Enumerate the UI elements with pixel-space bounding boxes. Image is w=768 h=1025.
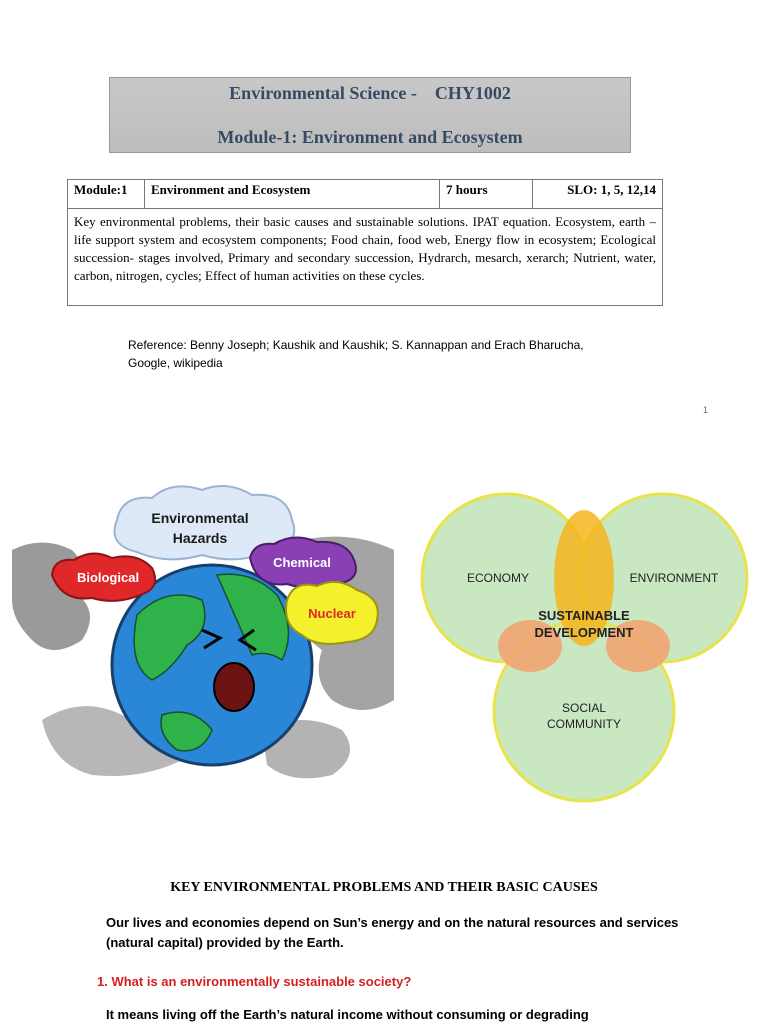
chemical-label: Chemical xyxy=(273,555,331,570)
course-title: Environmental Science - CHY1002 xyxy=(229,83,511,103)
venn-social-line2: COMMUNITY xyxy=(547,717,621,731)
module-hours: 7 hours xyxy=(440,180,533,209)
paragraph-natural-capital: Our lives and economies depend on Sun’s energy and on the natural resources and services (natural capital) provided by the Earth. xyxy=(106,915,679,950)
section-heading: KEY ENVIRONMENTAL PROBLEMS AND THEIR BASIC CAUSES xyxy=(170,880,598,895)
module-name: Environment and Ecosystem xyxy=(145,180,440,209)
page-number: 1 xyxy=(703,405,709,415)
module-number: Module:1 xyxy=(68,180,145,209)
module-title: Module-1: Environment and Ecosystem xyxy=(217,127,523,147)
venn-social-line1: SOCIAL xyxy=(561,701,607,715)
hazards-illustration xyxy=(12,480,394,790)
venn-environment-label: ENVIRONMENT xyxy=(629,571,719,585)
question-sustainable-society: 1. What is an environmentally sustainable society? xyxy=(97,974,412,989)
module-table xyxy=(67,179,663,306)
earth-mouth xyxy=(214,663,254,711)
biological-label: Biological xyxy=(76,570,140,585)
venn-economy-label: ECONOMY xyxy=(466,571,530,585)
reference-text: Reference: Benny Joseph; Kaushik and Kaushik; S. Kannappan and Erach Bharucha, Google, wikipedia xyxy=(128,338,584,370)
venn-center-line2: DEVELOPMENT xyxy=(534,625,634,640)
module-description: Key environmental problems, their basic causes and sustainable solutions. IPAT equation. Ecosystem, earth – life support system and ecosystem components; Food chain, food web, Energy flow in ecosystem; Ecological succession- stages involved, Primary and secondary succession, Hydrarch, mesarch, xerarch; Nutrient, water, carbon, nitrogen, cycles; Effect of human activities on these cycles. xyxy=(68,209,663,306)
paragraph-natural-income: It means living off the Earth’s natural income without consuming or degrading xyxy=(106,1007,589,1022)
venn-center-line1: SUSTAINABLE xyxy=(538,608,630,623)
module-table-header-row xyxy=(68,180,663,209)
title-banner xyxy=(109,77,631,153)
nuclear-label: Nuclear xyxy=(308,606,356,621)
hazards-cloud-line1: Environmental xyxy=(151,510,249,526)
sustainable-development-venn xyxy=(418,478,754,804)
module-table-desc-row xyxy=(68,209,663,306)
module-slo: SLO: 1, 5, 12,14 xyxy=(533,180,663,209)
hazards-cloud-line2: Hazards xyxy=(172,530,228,546)
